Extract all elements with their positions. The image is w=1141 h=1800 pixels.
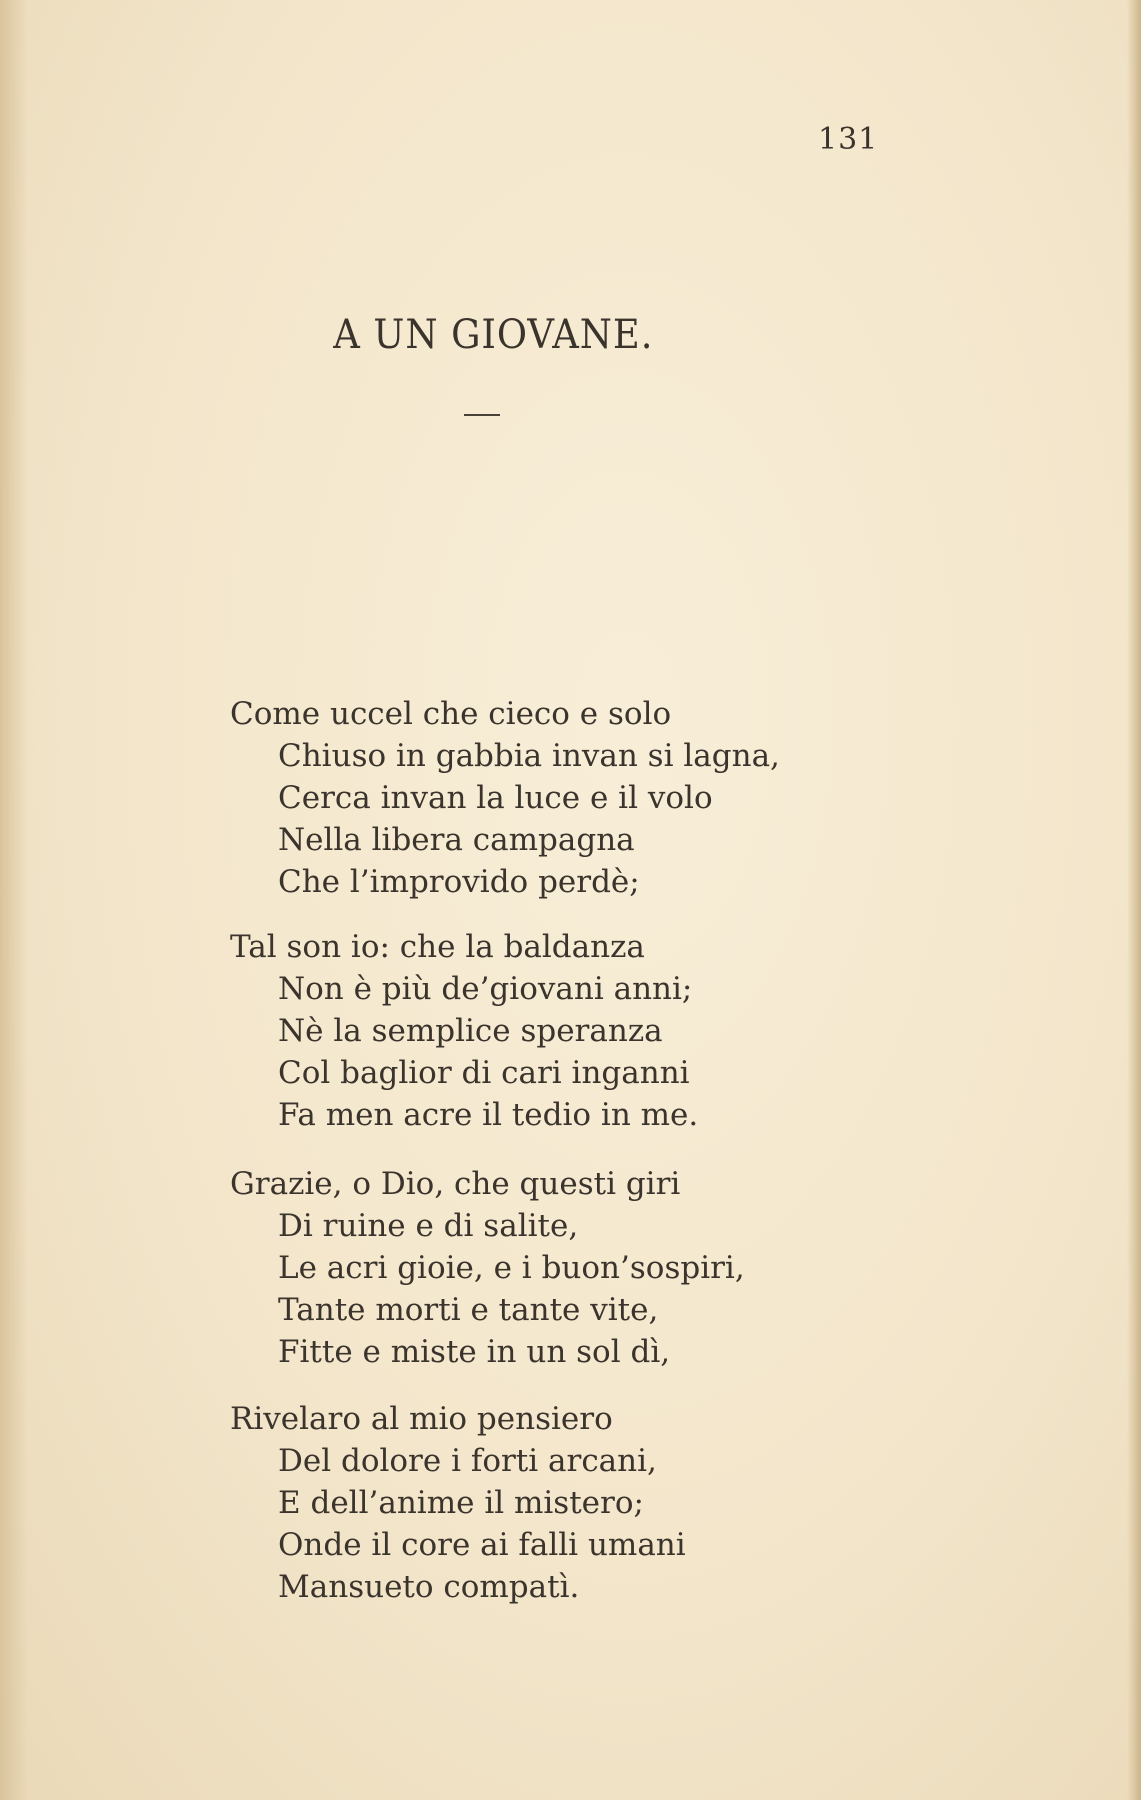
poem-line: Chiuso in gabbia invan si lagna, xyxy=(278,738,780,774)
poem-line: Come uccel che cieco e solo xyxy=(230,696,672,732)
poem-line: Mansueto compatì. xyxy=(278,1569,580,1605)
page-edge-shadow xyxy=(1127,0,1141,1800)
poem-line: Nè la semplice speranza xyxy=(278,1013,663,1049)
poem-line: Tante morti e tante vite, xyxy=(278,1292,659,1328)
stanza-2 xyxy=(230,926,698,1136)
poem-line: Del dolore i forti arcani, xyxy=(278,1443,657,1479)
poem-title: A UN GIOVANE. xyxy=(333,312,654,358)
poem-line: Grazie, o Dio, che questi giri xyxy=(230,1166,681,1202)
poem-line: Fa men acre il tedio in me. xyxy=(278,1097,699,1133)
poem-line: Onde il core ai falli umani xyxy=(278,1527,686,1563)
page-number: 131 xyxy=(818,122,879,157)
poem-line: Le acri gioie, e i buon’sospiri, xyxy=(278,1250,745,1286)
poem-line: Fitte e miste in un sol dì, xyxy=(278,1334,671,1370)
poem-line: Col baglior di cari inganni xyxy=(278,1055,690,1091)
poem-line: Che l’improvido perdè; xyxy=(278,864,640,900)
title-divider xyxy=(464,414,500,416)
poem-line: Cerca invan la luce e il volo xyxy=(278,780,713,816)
poem-line: Non è più de’giovani anni; xyxy=(278,971,693,1007)
stanza-1 xyxy=(230,693,780,903)
poem-line: Tal son io: che la baldanza xyxy=(230,929,645,965)
stanza-3 xyxy=(230,1163,745,1373)
page-gutter-shadow xyxy=(0,0,28,1800)
poem-line: Nella libera campagna xyxy=(278,822,635,858)
stanza-4 xyxy=(230,1398,686,1608)
poem-line: Di ruine e di salite, xyxy=(278,1208,579,1244)
poem-line: E dell’anime il mistero; xyxy=(278,1485,644,1521)
poem-line: Rivelaro al mio pensiero xyxy=(230,1401,613,1437)
